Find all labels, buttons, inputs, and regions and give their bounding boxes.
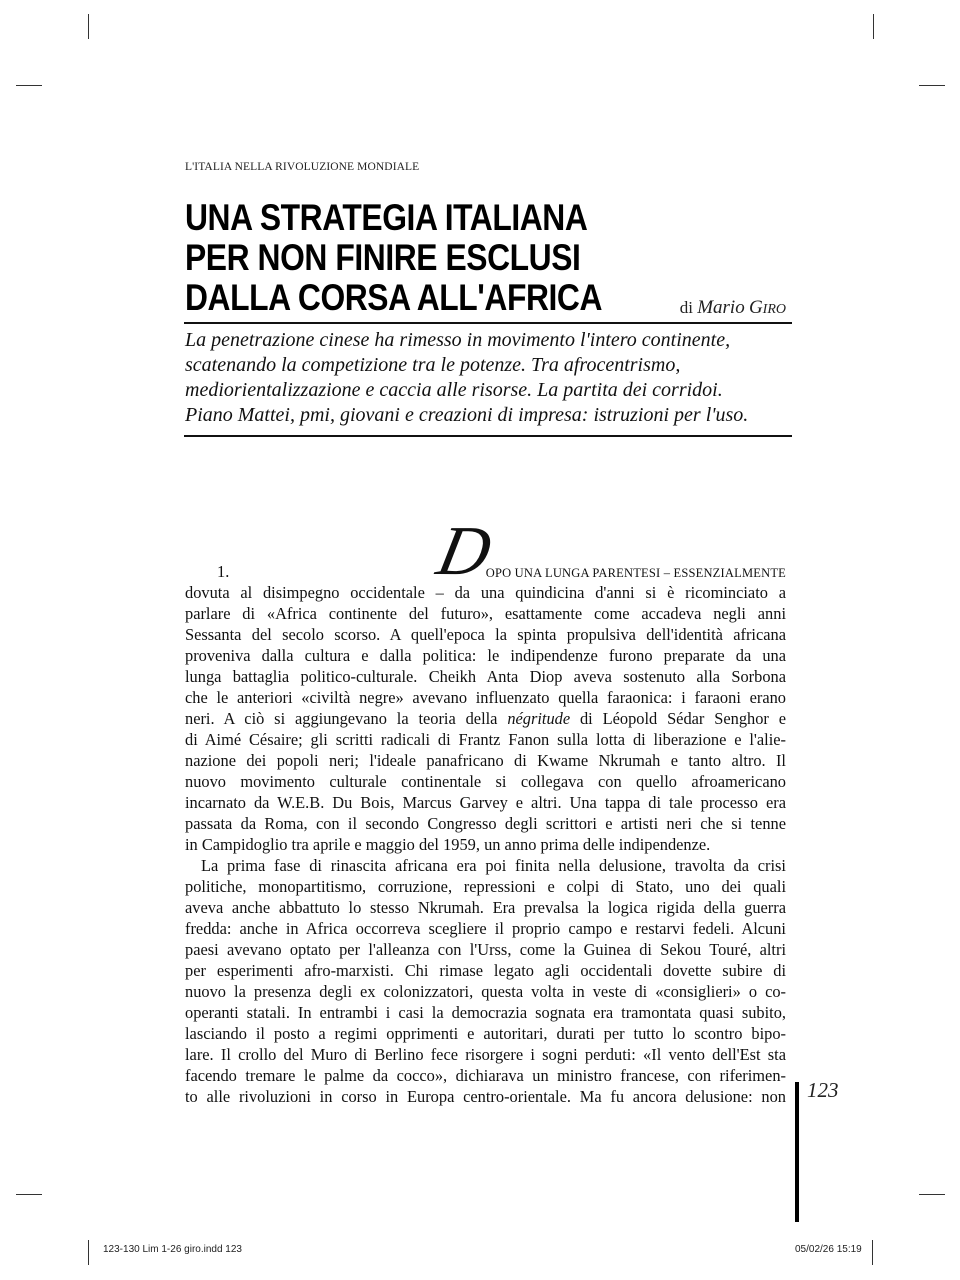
lead-in-small-caps: OPO UNA LUNGA PARENTESI – ESSENZIALMENTE bbox=[485, 566, 786, 580]
body-line: aveva anche abbattuto lo stesso Nkrumah. Era prevalsa la logica rigida della guerra bbox=[185, 898, 786, 917]
crop-mark-top-left-horizontal bbox=[16, 85, 42, 86]
body-line: lare. Il crollo del Muro di Berlino fece risorgere i sogni perduti: «Il vento dell'Est sta bbox=[185, 1045, 786, 1064]
body-line: per esperimenti afro-marxisti. Chi rimase legato agli occidentali dovette subire di bbox=[185, 961, 786, 980]
slug-file-info: 123-130 Lim 1-26 giro.indd 123 bbox=[103, 1244, 242, 1255]
title-line: UNA STRATEGIA ITALIANA bbox=[185, 197, 588, 238]
crop-mark-top-right-vertical bbox=[873, 14, 874, 39]
body-line: proveniva dalla cultura e dalla politica: le indipendenze furono preparate da una bbox=[185, 646, 786, 665]
abstract-line: Piano Mattei, pmi, giovani e creazioni di impresa: istruzioni per l'uso. bbox=[185, 404, 749, 426]
page-number-bar bbox=[795, 1082, 799, 1222]
byline bbox=[680, 297, 786, 319]
abstract-line: scatenando la competizione tra le potenze. Tra afrocentrismo, bbox=[185, 354, 681, 376]
title-line: PER NON FINIRE ESCLUSI bbox=[185, 237, 581, 278]
crop-mark-bottom-left-horizontal bbox=[16, 1194, 42, 1195]
running-head: L'ITALIA NELLA RIVOLUZIONE MONDIALE bbox=[185, 161, 420, 173]
article-body bbox=[185, 513, 786, 1107]
crop-mark-top-left-vertical bbox=[88, 14, 89, 39]
body-line: dovuta al disimpegno occidentale – da una quindicina d'anni si è ricominciato a bbox=[185, 583, 786, 602]
body-line: incarnato da W.E.B. Du Bois, Marcus Garvey e altri. Una tappa di tale processo era bbox=[185, 793, 786, 812]
author-last-initial: G bbox=[748, 297, 763, 318]
text-span: di Léopold Sédar Senghor e bbox=[570, 709, 786, 728]
body-line: di Aimé Césaire; gli scritti radicali di Frantz Fanon sulla lotta di liberazione e l'alie- bbox=[185, 730, 786, 749]
body-line: che le anteriori «civiltà negre» avevano influenzato quella faraonica: i faraoni erano bbox=[185, 688, 786, 707]
author-last-name bbox=[749, 297, 786, 318]
crop-mark-bottom-right-horizontal bbox=[919, 1194, 945, 1195]
body-line: La prima fase di rinascita africana era poi finita nella delusione, travolta da crisi bbox=[201, 856, 786, 875]
crop-mark-bottom-left-vertical bbox=[88, 1240, 89, 1265]
title-line: DALLA CORSA ALL'AFRICA bbox=[185, 277, 603, 318]
drop-cap: D bbox=[430, 513, 498, 590]
crop-mark-top-right-horizontal bbox=[919, 85, 945, 86]
body-line: facendo tremare le palme da cocco», dichiarava un ministro francese, con riferimen- bbox=[185, 1066, 786, 1085]
first-line bbox=[185, 513, 786, 590]
body-line: fredda: anche in Africa occorreva scegliere il proprio campo e restarvi fedeli. Alcuni bbox=[185, 919, 786, 938]
abstract-top-rule bbox=[184, 322, 792, 324]
body-line: parlare di «Africa continente del futuro», esattamente come accadeva negli anni bbox=[185, 604, 786, 623]
body-line: lunga battaglia politico-culturale. Cheikh Anta Diop aveva sostenuto alla Sorbona bbox=[185, 667, 786, 686]
body-line: nuovo la presenza degli ex colonizzatori, questa volta in veste di «consiglieri» o co- bbox=[185, 982, 786, 1001]
body-line: Sessanta del secolo scorso. A quell'epoca la spinta propulsiva dell'identità africana bbox=[185, 625, 786, 644]
abstract-line: mediorientalizzazione e caccia alle risorse. La partita dei corridoi. bbox=[185, 379, 723, 401]
abstract bbox=[185, 328, 791, 428]
crop-mark-bottom-right-vertical bbox=[872, 1240, 873, 1265]
body-line: to alle rivoluzioni in corso in Europa centro-orientale. Ma fu ancora delusione: non bbox=[185, 1087, 786, 1106]
body-line: politiche, monopartitismo, corruzione, repressioni e colpi di Stato, uno dei quali bbox=[185, 877, 786, 896]
byline-prefix: di bbox=[679, 298, 693, 317]
author-last-rest: IRO bbox=[762, 302, 786, 317]
body-line: operanti statali. In entrambi i casi la democrazia sognata era tramontata quasi subito, bbox=[185, 1003, 786, 1022]
page-number: 123 bbox=[807, 1078, 839, 1102]
italic-term: négritude bbox=[507, 709, 571, 728]
body-line: passata da Roma, con il secondo Congresso degli scrittori e artisti neri che si tenne bbox=[185, 814, 786, 833]
body-line: lasciando il posto a regimi opprimenti e autoritari, durati per tutto lo scontro bipo- bbox=[185, 1024, 786, 1043]
body-line: in Campidoglio tra aprile e maggio del 1959, un anno prima delle indipendenze. bbox=[185, 835, 711, 854]
abstract-bottom-rule bbox=[184, 435, 792, 437]
abstract-line: La penetrazione cinese ha rimesso in movimento l'intero continente, bbox=[185, 329, 731, 351]
body-line: nazione dei popoli neri; l'ideale panafricano di Kwame Nkrumah e tanto altro. Il bbox=[185, 751, 786, 770]
body-line: paesi avevano optato per l'alleanza con l'Urss, come la Guinea di Sekou Touré, altri bbox=[185, 940, 786, 959]
body-line: nuovo movimento culturale continentale si collegava con quello afroamericano bbox=[185, 772, 786, 791]
author-first-name: Mario bbox=[697, 297, 745, 318]
article-title bbox=[185, 198, 602, 318]
slug-datetime: 05/02/26 15:19 bbox=[795, 1244, 862, 1255]
section-number: 1. bbox=[217, 562, 230, 581]
body-line-negritude bbox=[185, 708, 786, 729]
text-span: neri. A ciò si aggiungevano la teoria della bbox=[185, 709, 508, 728]
